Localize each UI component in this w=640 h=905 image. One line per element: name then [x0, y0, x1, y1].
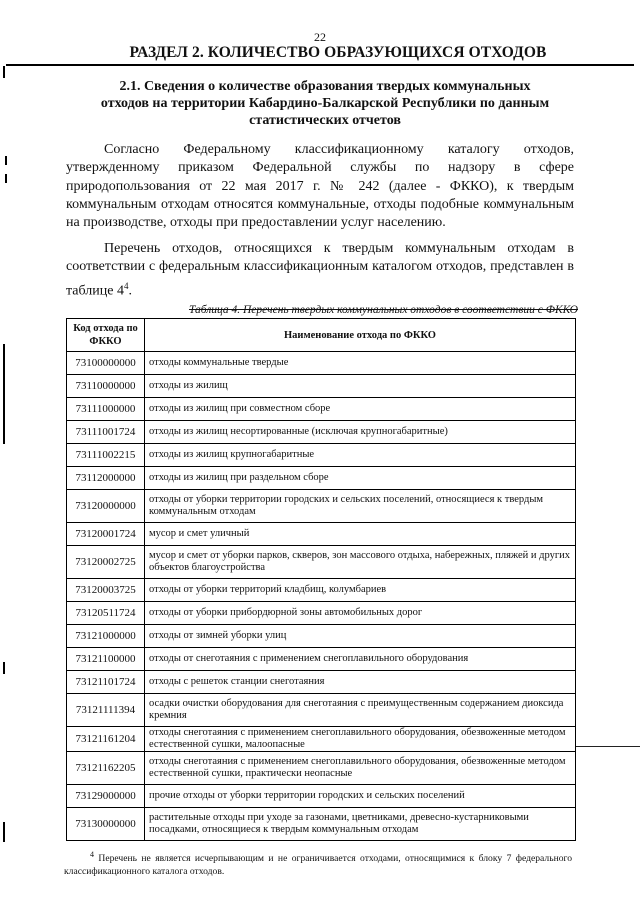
table-row — [67, 602, 576, 625]
waste-name-cell: мусор и смет уличный — [145, 523, 576, 546]
waste-code-cell: 73120511724 — [67, 602, 145, 625]
waste-name-cell: отходы коммунальные твердые — [145, 352, 576, 375]
waste-name-cell: отходы от зимней уборки улиц — [145, 625, 576, 648]
table-row — [67, 375, 576, 398]
footnote — [64, 848, 572, 878]
waste-name-cell: отходы от уборки территории городских и сельских поселений, относящиеся к твердым коммунальным отходам — [145, 490, 576, 523]
waste-code-cell: 73111000000 — [67, 398, 145, 421]
waste-code-cell: 73111002215 — [67, 444, 145, 467]
footnote-text: Перечень не является исчерпывающим и не ограничивается отходами, относящимися к блоку 7 федерального классификационного каталога отходов. — [64, 853, 572, 878]
table-row — [67, 752, 576, 785]
title-rule — [6, 64, 634, 66]
waste-code-cell: 73121161204 — [67, 727, 145, 752]
waste-code-cell: 73121111394 — [67, 694, 145, 727]
waste-name-cell: растительные отходы при уходе за газонами, цветниками, древесно-кустарниковыми посадками, относящиеся к твердым коммунальным отходам — [145, 808, 576, 841]
table-row — [67, 444, 576, 467]
table-row — [67, 523, 576, 546]
waste-name-cell: отходы от уборки территорий кладбищ, колумбариев — [145, 579, 576, 602]
section-title: РАЗДЕЛ 2. КОЛИЧЕСТВО ОБРАЗУЮЩИХСЯ ОТХОДОВ — [129, 44, 547, 61]
table-row — [67, 490, 576, 523]
waste-code-cell: 73129000000 — [67, 785, 145, 808]
table-row — [67, 421, 576, 444]
scan-mark — [3, 822, 5, 842]
waste-name-cell: отходы с решеток станции снеготаяния — [145, 671, 576, 694]
waste-name-cell: отходы из жилищ несортированные (исключая крупногабаритные) — [145, 421, 576, 444]
column-header-name: Наименование отхода по ФККО — [145, 319, 576, 352]
waste-name-cell: отходы из жилищ при совместном сборе — [145, 398, 576, 421]
waste-name-cell: отходы от уборки прибордюрной зоны автомобильных дорог — [145, 602, 576, 625]
scan-mark — [5, 174, 7, 183]
table-row — [67, 671, 576, 694]
subsection-title-line: статистических отчетов — [249, 113, 401, 128]
table-row — [67, 579, 576, 602]
paragraph-list-intro — [66, 240, 574, 301]
waste-name-cell: мусор и смет от уборки парков, скверов, зон массового отдыха, набережных, пляжей и других объектов благоустройства — [145, 546, 576, 579]
table-row — [67, 648, 576, 671]
waste-name-cell: осадки очистки оборудования для снеготаяния с преимущественным содержанием диоксида кремния — [145, 694, 576, 727]
waste-code-cell: 73130000000 — [67, 808, 145, 841]
table-body — [67, 352, 576, 841]
waste-code-cell: 73112000000 — [67, 467, 145, 490]
waste-code-cell: 73111001724 — [67, 421, 145, 444]
footnote-reference: 4 — [123, 280, 129, 291]
subsection-title-line: 2.1. Сведения о количестве образования твердых коммунальных — [119, 79, 531, 94]
scan-mark — [3, 344, 5, 444]
waste-name-cell: отходы снеготаяния с применением снегоплавильного оборудования, обезвоженные методом естественной сушки, практически неопасные — [145, 752, 576, 785]
waste-name-cell: отходы из жилищ крупногабаритные — [145, 444, 576, 467]
table-row — [67, 808, 576, 841]
column-header-code: Код отхода по ФККО — [67, 319, 145, 352]
waste-code-cell: 73121100000 — [67, 648, 145, 671]
waste-code-cell: 73120002725 — [67, 546, 145, 579]
paragraph-definition — [66, 141, 574, 232]
table-row — [67, 727, 576, 752]
table-row — [67, 546, 576, 579]
subsection-title — [70, 78, 580, 129]
waste-code-cell: 73100000000 — [67, 352, 145, 375]
table-row — [67, 398, 576, 421]
table-row — [67, 785, 576, 808]
paragraph-text: Перечень отходов, относящихся к твердым коммунальным отходам в соответствии с федеральным классификационным каталогом отходов, представлен в таблице 4 — [66, 241, 574, 299]
footnote-mark: 4 — [90, 850, 94, 859]
scan-mark — [5, 156, 7, 165]
paragraph-text: Согласно Федеральному классификационному каталогу отходов, утвержденному приказом Федеральной службы по надзору в сфере природопользования от 22 мая 2017 г. № 242 (далее - ФККО), к твердым коммунальным отходам относятся коммунальные, отходы подобные коммунальным на производстве, отходы при предоставлении услуг населению. — [66, 142, 574, 231]
waste-codes-table — [66, 318, 576, 841]
waste-name-cell: отходы из жилищ при раздельном сборе — [145, 467, 576, 490]
table-caption: Таблица 4. Перечень твердых коммунальных отходов в соответствии с ФККО — [188, 304, 578, 316]
scan-mark — [576, 746, 640, 747]
scan-mark — [3, 662, 5, 674]
table-row — [67, 467, 576, 490]
waste-name-cell: отходы снеготаяния с применением снегоплавильного оборудования, обезвоженные методом естественной сушки, малоопасные — [145, 727, 576, 752]
scan-mark — [3, 66, 5, 78]
waste-name-cell: прочие отходы от уборки территории городских и сельских поселений — [145, 785, 576, 808]
table-header-row — [67, 319, 576, 352]
page-number: 22 — [314, 30, 326, 44]
waste-code-cell: 73120003725 — [67, 579, 145, 602]
waste-code-cell: 73120001724 — [67, 523, 145, 546]
footnote-separator — [100, 840, 270, 841]
waste-name-cell: отходы из жилищ — [145, 375, 576, 398]
waste-code-cell: 73120000000 — [67, 490, 145, 523]
waste-code-cell: 73121000000 — [67, 625, 145, 648]
paragraph-end: . — [128, 283, 132, 299]
table-row — [67, 625, 576, 648]
subsection-title-line: отходов на территории Кабардино-Балкарской Республики по данным — [100, 96, 550, 111]
table-row — [67, 694, 576, 727]
waste-code-cell: 73121162205 — [67, 752, 145, 785]
waste-code-cell: 73110000000 — [67, 375, 145, 398]
waste-code-cell: 73121101724 — [67, 671, 145, 694]
waste-name-cell: отходы от снеготаяния с применением снегоплавильного оборудования — [145, 648, 576, 671]
table-row — [67, 352, 576, 375]
